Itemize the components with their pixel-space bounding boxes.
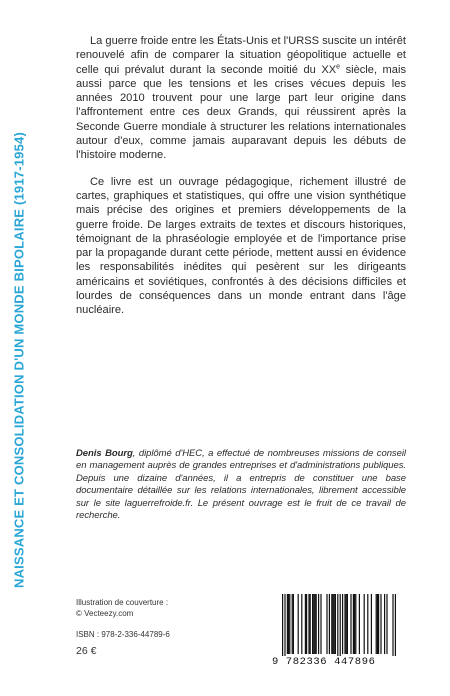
barcode-bar (314, 594, 315, 654)
author-name: Denis Bourg (76, 448, 133, 459)
barcode-bar (308, 594, 309, 654)
barcode-bar (332, 594, 333, 654)
isbn: ISBN : 978-2-336-44789-6 (76, 630, 170, 639)
barcode-bar (287, 594, 288, 654)
barcode-bar (329, 594, 330, 654)
century-superscript: e (336, 62, 341, 70)
summary-paragraph-1 (76, 34, 406, 163)
barcode-bar (380, 594, 381, 654)
barcode-bar (359, 594, 360, 654)
barcode-bar (364, 594, 365, 654)
barcode-bar (354, 594, 355, 654)
barcode-bar (326, 594, 327, 654)
barcode-bar (350, 594, 351, 654)
barcode-bar (318, 594, 319, 654)
author-bio (76, 448, 406, 522)
barcode-bar (289, 594, 290, 654)
barcode-bar (320, 594, 321, 654)
barcode-bars (268, 592, 410, 656)
barcode-bar (353, 594, 354, 654)
barcode-bar (340, 594, 341, 656)
barcode-bar (346, 594, 347, 654)
barcode-bar (371, 594, 372, 654)
price: 26 € (76, 645, 97, 657)
barcode-bar (355, 594, 356, 654)
barcode-bar (298, 594, 299, 654)
barcode-bar (347, 594, 348, 654)
barcode-bar (384, 594, 385, 654)
summary-paragraph-1-part-b: siècle, mais aussi parce que les tensions et les crises vécues depuis les années 2010 trouvent pour une large part leur origine dans l'affrontement entre ces deux Grands, qui réussirent après la Seconde Guerre mondiale à structurer les relations internationales autour d'eux, comme jamais auparavant depuis les débuts de l'histoire moderne. (76, 63, 406, 162)
barcode-bar (316, 594, 317, 654)
barcode-bar (342, 594, 343, 654)
summary-text (76, 34, 406, 328)
cover-credit-source: © Vecteezy.com (76, 608, 134, 618)
spine-title: NAISSANCE ET CONSOLIDATION D'UN MONDE BIPOLAIRE (1917-1954) (11, 132, 27, 588)
summary-paragraph-1-part-a: La guerre froide entre les États-Unis et l'URSS suscite un intérêt renouvelé afin de comparer la situation géopolitique actuelle et celle qui prévalut durant la seconde moitié du XX (76, 35, 406, 76)
barcode-bar (335, 594, 336, 654)
barcode-bar (377, 594, 378, 654)
barcode-bar (386, 594, 387, 654)
barcode-bar (282, 594, 283, 656)
barcode-bar (310, 594, 311, 654)
barcode-bar (313, 594, 314, 654)
barcode-bar (334, 594, 335, 654)
barcode-bar (344, 594, 345, 654)
barcode-bar (306, 594, 307, 654)
spine (0, 0, 38, 696)
cover-credit-label: Illustration de couverture : (76, 598, 169, 607)
barcode-bar (292, 594, 293, 654)
barcode-digits: 9 782336 447896 (272, 656, 376, 668)
barcode-bar (367, 594, 368, 654)
barcode-bar (395, 594, 396, 656)
summary-paragraph-2: Ce livre est un ouvrage pédagogique, richement illustré de cartes, graphiques et statistiques, qui offre une vision synthétique mais précise des origines et premiers développements de la guerre froide. De larges extraits de textes et discours historiques, témoignant de la phraséologie employée et de l'importance prise par la propagande durant cette période, mettent aussi en évidence les responsabilités inédites qui pesèrent sur les dirigeants américains et soviétiques, confrontés à des décisions difficiles et lourdes de conséquences dans un monde entrant dans l'âge nucléaire. (76, 175, 406, 317)
barcode-bar (305, 594, 306, 654)
barcode-bar (284, 594, 285, 656)
barcode-bar (312, 594, 313, 654)
barcode-bar (392, 594, 393, 656)
barcode-bar (301, 594, 302, 654)
barcode-bar (378, 594, 379, 654)
barcode-bar (331, 594, 332, 654)
barcode (268, 592, 410, 674)
barcode-bar (293, 594, 294, 654)
author-bio-text: , diplômé d'HEC, a effectué de nombreuses missions de conseil en management auprès de grandes entreprises et d'administrations publiques. Depuis une dizaine d'années, il a entrepris de constituer une base documentaire détaillée sur les relations internationales, librement accessible sur le site laguerrefroide.fr. Le présent ouvrage est le fruit de ce travail de recherche. (76, 448, 406, 522)
cover-credits (76, 598, 236, 619)
barcode-bar (288, 594, 289, 654)
barcode-bar (337, 594, 338, 656)
barcode-bar (376, 594, 377, 654)
